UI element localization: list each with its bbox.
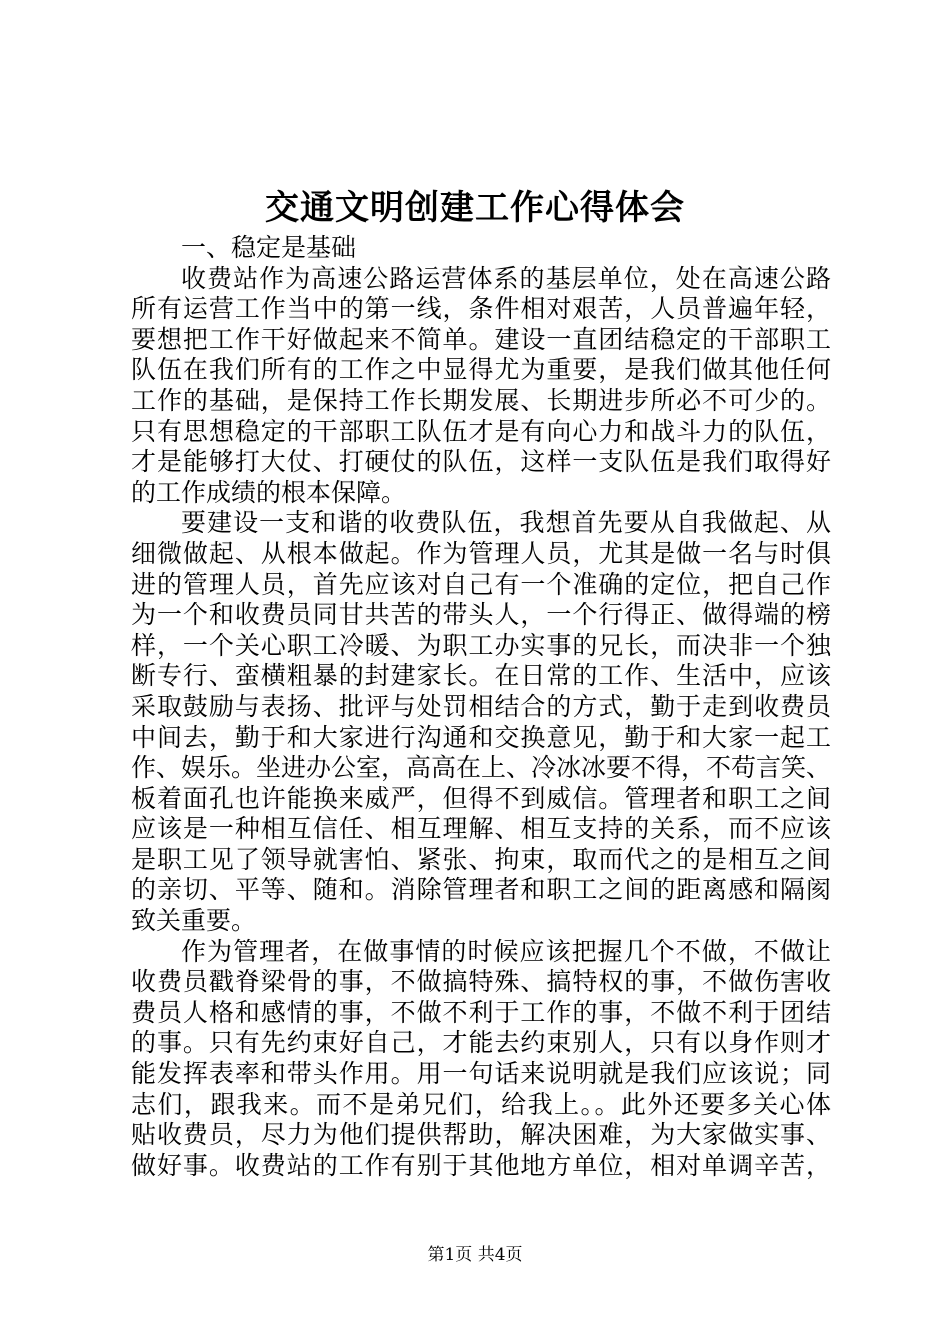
document-title: 交通文明创建工作心得体会 — [265, 188, 685, 228]
paragraph-line: 作、娱乐。坐进办公室，高高在上、冷冰冰要不得，不苟言笑、 — [131, 753, 832, 783]
paragraph-line: 应该是一种相互信任、相互理解、相互支持的关系，而不应该 — [131, 814, 831, 844]
paragraph-line: 是职工见了领导就害怕、紧张、拘束，取而代之的是相互之间 — [131, 844, 831, 874]
paragraph-line: 断专行、蛮横粗暴的封建家长。在日常的工作、生活中，应该 — [131, 661, 831, 691]
paragraph-line: 志们，跟我来。而不是弟兄们，给我上。。此外还要多关心体 — [131, 1089, 831, 1119]
paragraph-line: 费员人格和感情的事，不做不利于工作的事，不做不利于团结 — [131, 997, 831, 1027]
paragraph-line: 只有思想稳定的干部职工队伍才是有向心力和战斗力的队伍， — [131, 416, 831, 446]
paragraph-line: 作为管理者，在做事情的时候应该把握几个不做，不做让 — [181, 936, 831, 966]
paragraph-line: 收费员戳脊梁骨的事，不做搞特殊、搞特权的事，不做伤害收 — [131, 967, 831, 997]
paragraph-line: 中间去，勤于和大家进行沟通和交换意见，勤于和大家一起工 — [131, 722, 831, 752]
paragraph-line: 所有运营工作当中的第一线，条件相对艰苦，人员普遍年轻， — [131, 294, 831, 324]
section-heading: 一、稳定是基础 — [181, 233, 357, 262]
paragraph-line: 能发挥表率和带头作用。用一句话来说明就是我们应该说；同 — [131, 1059, 831, 1089]
paragraph-line: 的亲切、平等、随和。消除管理者和职工之间的距离感和隔阂 — [131, 875, 831, 905]
paragraph-line: 的事。只有先约束好自己，才能去约束别人，只有以身作则才 — [131, 1028, 831, 1058]
paragraph-line: 进的管理人员，首先应该对自己有一个准确的定位，把自己作 — [131, 569, 831, 599]
paragraph-line: 工作的基础，是保持工作长期发展、长期进步所必不可少的。 — [131, 385, 831, 415]
paragraph-line: 致关重要。 — [131, 906, 257, 936]
paragraph-line: 样，一个关心职工冷暖、为职工办实事的兄长，而决非一个独 — [131, 630, 831, 660]
paragraph-line: 板着面孔也许能换来威严，但得不到威信。管理者和职工之间 — [131, 783, 831, 813]
paragraph-line: 做好事。收费站的工作有别于其他地方单位，相对单调辛苦， — [131, 1150, 831, 1180]
paragraph-line: 收费站作为高速公路运营体系的基层单位，处在高速公路 — [181, 263, 831, 293]
paragraph-line: 要建设一支和谐的收费队伍，我想首先要从自我做起、从 — [181, 508, 831, 538]
paragraph-line: 队伍在我们所有的工作之中显得尤为重要，是我们做其他任何 — [131, 355, 831, 385]
paragraph-line: 采取鼓励与表扬、批评与处罚相结合的方式，勤于走到收费员 — [131, 691, 831, 721]
paragraph-line: 才是能够打大仗、打硬仗的队伍，这样一支队伍是我们取得好 — [131, 447, 831, 477]
paragraph-line: 细微做起、从根本做起。作为管理人员，尤其是做一名与时俱 — [131, 538, 831, 568]
paragraph-line: 要想把工作干好做起来不简单。建设一直团结稳定的干部职工 — [131, 324, 831, 354]
paragraph-line: 的工作成绩的根本保障。 — [131, 477, 407, 507]
paragraph-line: 为一个和收费员同甘共苦的带头人，一个行得正、做得端的榜 — [131, 600, 831, 630]
page-number-footer: 第1页 共4页 — [427, 1245, 523, 1265]
paragraph-line: 贴收费员，尽力为他们提供帮助，解决困难，为大家做实事、 — [131, 1120, 831, 1150]
document-body — [131, 233, 831, 1181]
